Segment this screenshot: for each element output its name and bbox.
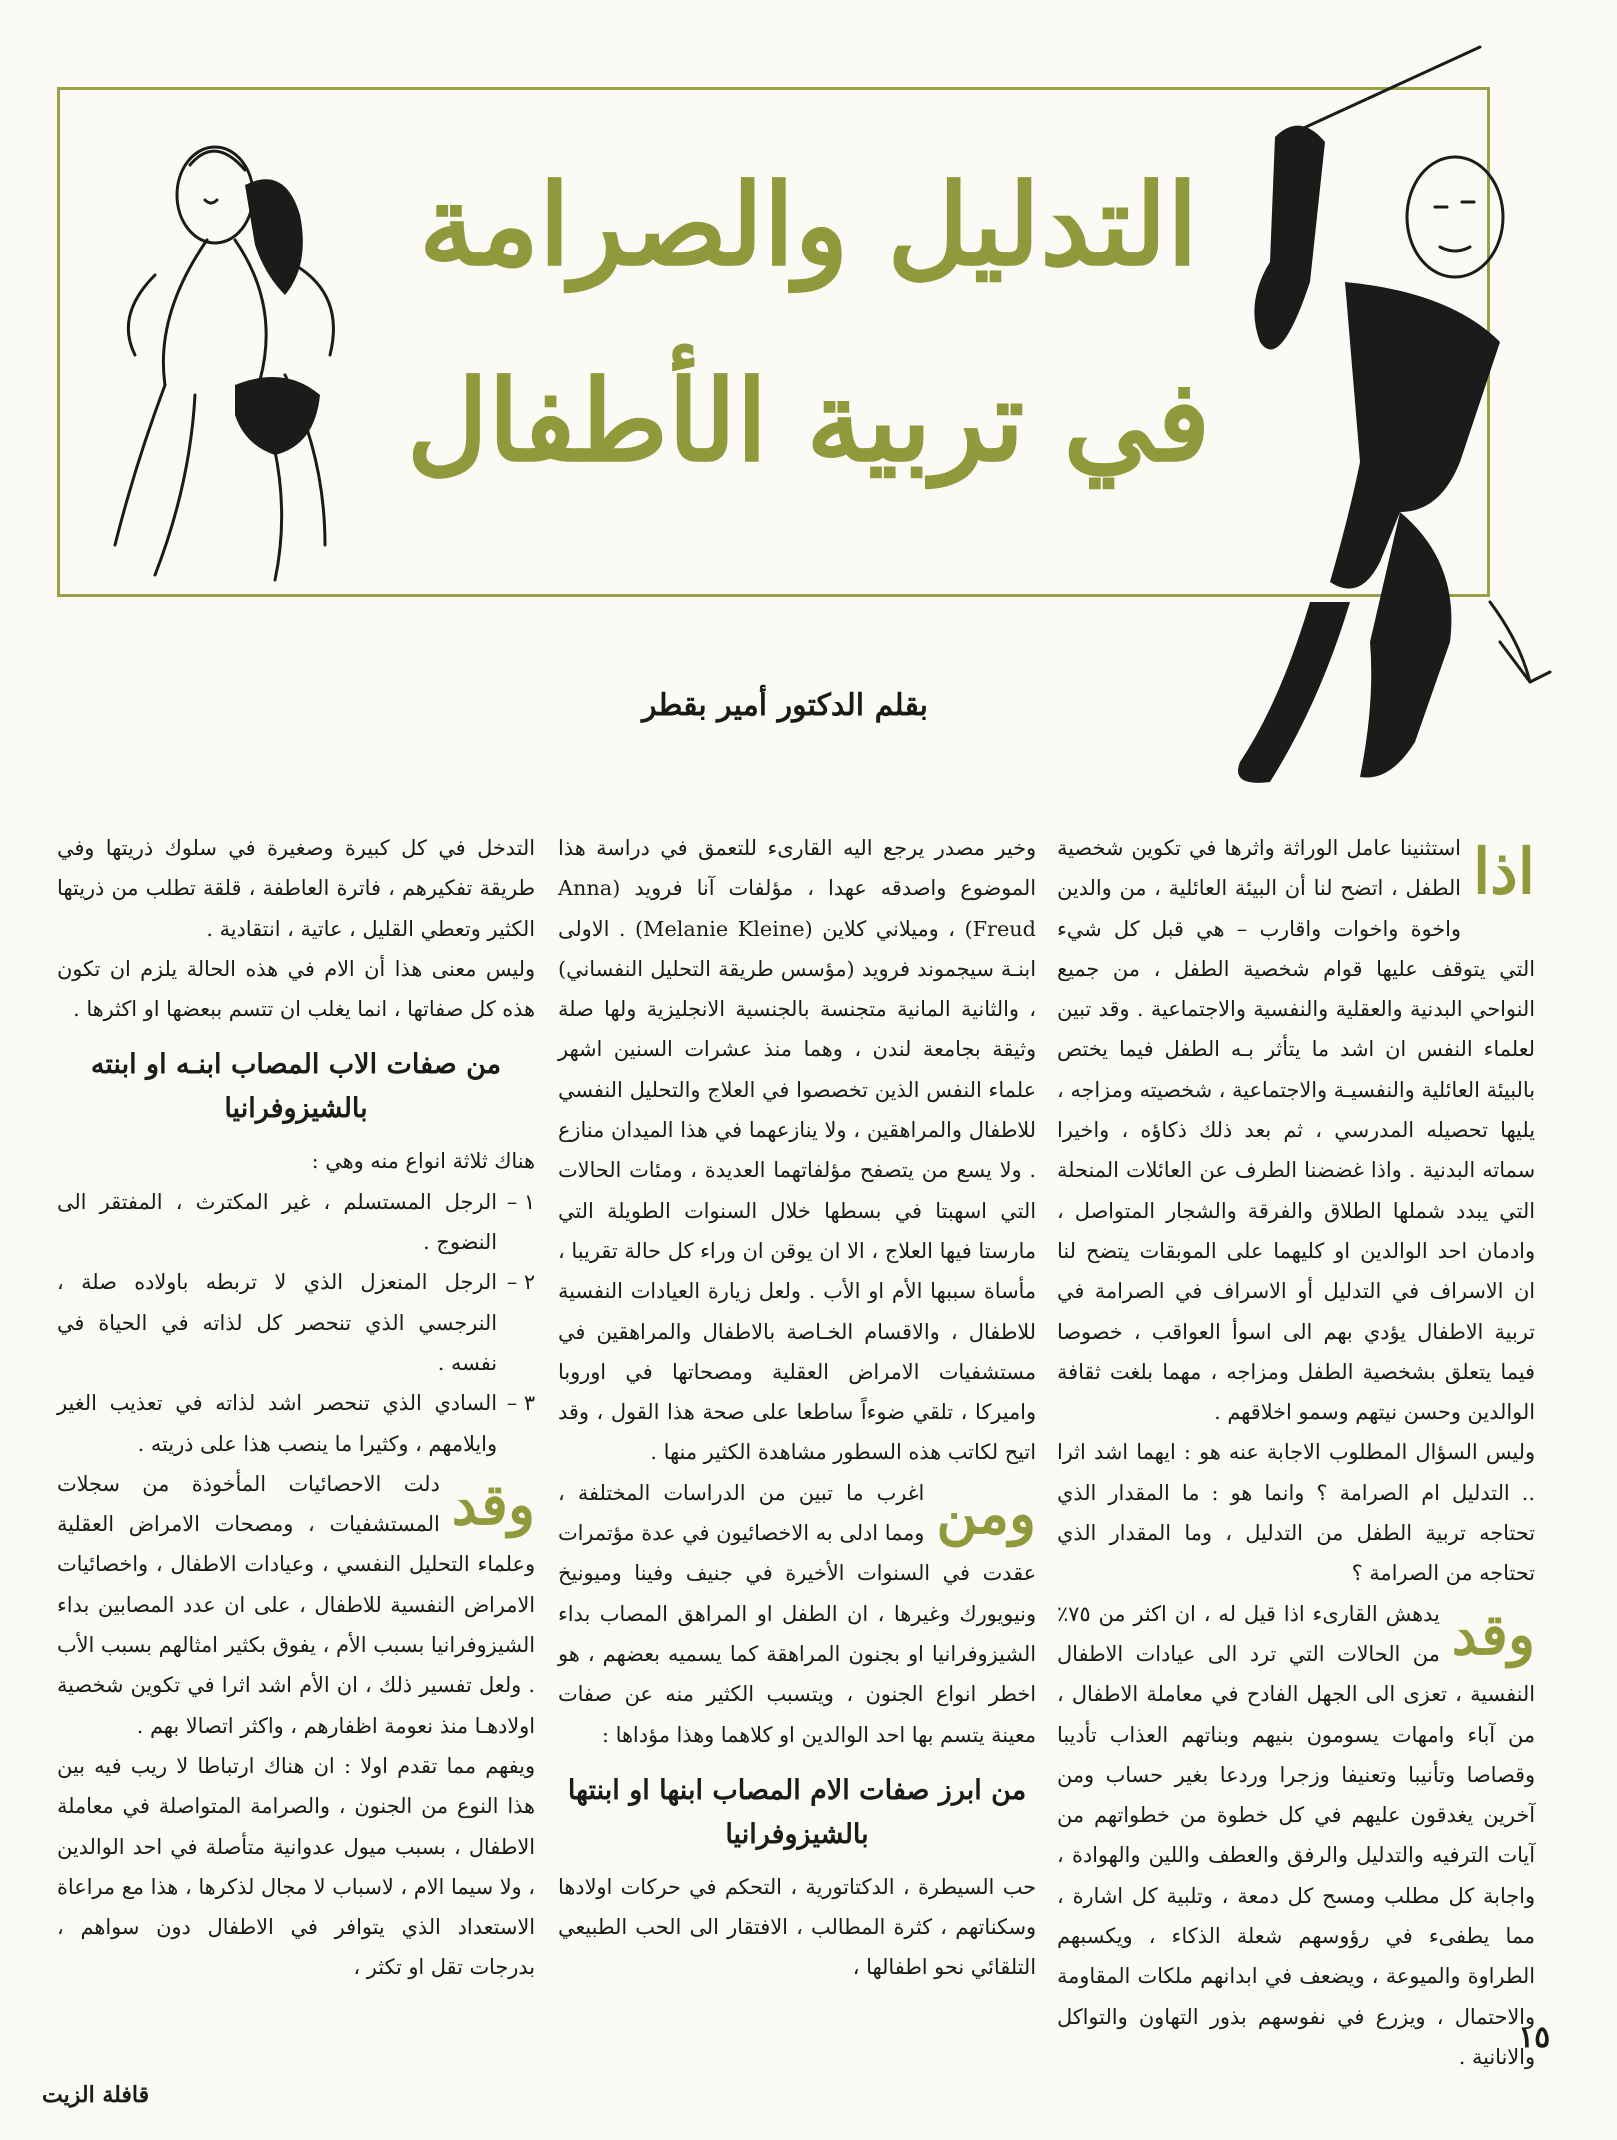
paragraph: وليس السؤال المطلوب الاجابة عنه هو : ايهما اشد اثرا .. التدليل ام الصرامة ؟ وانما هو : ما المقدار الذي تحتاجه تربية الطفل من التدليل ، وما المقدار الذي تحتاجه من الصرامة ؟ [1057, 1440, 1535, 1586]
list-item [57, 1383, 535, 1464]
list-item [57, 1262, 535, 1383]
paragraph: حب السيطرة ، الدكتاتورية ، التحكم في حركات اولادها وسكناتهم ، كثرة المطالب ، الافتقار الى الحب الطبيعي التلقائي نحو اطفالها ، [558, 1874, 1036, 1980]
paragraph-text: يدهش القارىء اذا قيل له ، ان اكثر من ٧٥٪ من الحالات التي ترد الى عيادات الاطفال النفسية ، تعزى الى الجهل الفادح في معاملة الاطفال ، من آباء وامهات يسومون بنيهم وبناتهم العذاب تأديبا وقصاصا وتأنيبا وتعنيفا وزجرا وردعا بغير حساب ومن آخرين يغدقون عليهم في كل خطوة من خطواتهم من آيات الترفيه والتدليل والرفق والعطف واللين والهوادة ، واجابة كل مطلب ومسح كل دمعة ، وتلبية كل اشارة ، مما يطفىء في رؤوسهم شعلة الذكاء ، ويكسبهم الطراوة والميوعة ، ويضعف في ابدانهم ملكات المقاومة والاحتمال ، ويزرع في نفوسهم بذور التهاون والتواكل والانانية . [1057, 1601, 1535, 2069]
paragraph-text: استثنينا عامل الوراثة واثرها في تكوين شخصية الطفل ، اتضح لنا أن البيئة العائلية ، من والدين واخوة واخوات واقارب – هي قبل كل شيء التي يتوقف عليها قوام شخصية الطفل ، من جميع النواحي البدنية والعقلية والنفسية والاجتماعية . وقد تبين لعلماء النفس ان اشد ما يتأثر بـه الطفل فيما يختص بالبيئة العائلية والنفسيـة والاجتماعية ، شخصيته ومزاجه ، يليها تحصيله المدرسي ، ثم بعد ذلك ذكاؤه ، واخيرا سماته البدنية . واذا غضضنا الطرف عن العائلات المنحلة التي يبدد شملها الطلاق والفرقة والشجار المتواصل ، وادمان احد الوالدين او كليهما على الموبقات يتضح لنا ان الاسراف في التدليل أو الاسراف في الصرامة في تربية الاطفال يؤدي بهم الى اسوأ العواقب ، خصوصا فيما يتعلق بشخصية الطفل ومزاجه ، مهما بلغت ثقافة الوالدين وحسن نيتهم وسمو اخلاقهم . [1057, 836, 1535, 1425]
column-left [57, 828, 535, 1988]
article-title-line-1: التدليل والصرامة [419, 160, 1198, 291]
paragraph: هناك ثلاثة انواع منه وهي : [311, 1149, 535, 1174]
drop-cap: اذا [1472, 835, 1535, 908]
paragraph [57, 1464, 535, 1746]
list-number: ٣ – [506, 1391, 535, 1416]
column-right [1057, 828, 1535, 2077]
magazine-name: قافلة الزيت [42, 2082, 150, 2108]
paragraph: ويفهم مما تقدم اولا : ان هناك ارتباطا لا ريب فيه بين هذا النوع من الجنون ، والصرامة المتواصلة في معاملة الاطفال ، بسبب ميول عدوانية متأصلة في احد الوالدين ، ولا سيما الام ، لاسباب لا مجال لذكرها ، هذا مع مراعاة الاستعداد الذي يتوافر في الاطفال دون سواهم ، بدرجات تقل او تكثر ، [57, 1753, 535, 1980]
column-middle [558, 828, 1036, 1988]
paragraph: وليس معنى هذا أن الام في هذه الحالة يلزم ان تكون هذه كل صفاتها ، انما يغلب ان تتسم ببعضها او اكثرها . [57, 956, 535, 1022]
drop-cap: ومن [936, 1480, 1036, 1547]
list-item [57, 1182, 535, 1263]
paragraph: وخير مصدر يرجع اليه القارىء للتعمق في دراسة هذا الموضوع واصدقه عهدا ، مؤلفات آنا فرويد (Anna Freud) ، وميلاني كلاين (Melanie Kleine) . الاولى ابنـة سيجموند فرويد (مؤسس طريقة التحليل النفساني) ، والثانية المانية متجنسة بالجنسية الانجليزية ولها صلة وثيقة بجامعة لندن ، وهما منذ عشرات السنين اشهر علماء النفس الذين تخصصوا في العلاج والتحليل النفسي للاطفال والمراهقين ، ولا ينازعهما في هذا الميدان منازع . ولا يسع من يتصفح مؤلفاتهما العديدة ، ومئات الحالات التي اسهبتا في بسطها خلال السنوات الطويلة التي مارستا فيها العلاج ، الا ان يوقن ان وراء كل حالة تقريبا ، مأساة سببها الأم او الأب . ولعل زيارة العيادات النفسية للاطفال ، والاقسام الخـاصة بالاطفال والمراهقين في مستشفيات الامراض العقلية ومصحاتها في اوروبا واميركا ، تلقي ضوءاً ساطعا على صحة هذا القول ، وقد اتيح لكاتب هذه السطور مشاهدة الكثير منها . [558, 836, 1036, 1465]
list-item-text: الرجل المنعزل الذي لا تربطه باولاده صلة ، النرجسي الذي تنحصر كل لذاته في الحياة في نفسه . [57, 1270, 497, 1375]
byline: بقلم الدكتور أمير بقطر [642, 688, 928, 723]
page-number: ١٥ [1518, 2020, 1551, 2055]
list-number: ٢ – [506, 1270, 535, 1295]
father-types-list [57, 1182, 535, 1464]
section-heading: من صفات الاب المصاب ابنـه او ابنته بالشيزوفرانيا [90, 1049, 502, 1125]
paragraph: التدخل في كل كبيرة وصغيرة في سلوك ذريتها وفي طريقة تفكيرهم ، فاترة العاطفة ، قلقة تطلب من ذريتها الكثير وتعطي القليل ، عاتية ، انتقادية . [57, 836, 535, 941]
section-heading: من ابرز صفات الام المصاب ابنها او ابنتها بالشيزوفرانيا [567, 1774, 1027, 1850]
article-title-line-2: في تربية الأطفال [406, 356, 1211, 487]
paragraph [1057, 1594, 1535, 2078]
paragraph-text: دلت الاحصائيات المأخوذة من سجلات المستشفيات ، ومصحات الامراض العقلية وعلماء التحليل النفسي ، وعيادات الاطفال ، واخصائيات الامراض النفسية للاطفال ، على ان عدد المصابين بداء الشيزوفرانيا بسبب الأم ، يفوق بكثير امثالهم بسبب الأب . ولعل تفسير ذلك ، ان الأم اشد اثرا في تكوين شخصية اولادهـا منذ نعومة اظفارهم ، واكثر اتصالا بهم . [57, 1471, 535, 1738]
list-item-text: الرجل المستسلم ، غير المكترث ، المفتقر الى النضوج . [57, 1189, 497, 1255]
paragraph [1057, 828, 1535, 1432]
drop-cap: وقد [1451, 1601, 1535, 1668]
list-item-text: السادي الذي تنحصر اشد لذاته في تعذيب الغير وايلامهم ، وكثيرا ما ينصب هذا على ذريته . [57, 1391, 497, 1456]
paragraph [558, 1473, 1036, 1755]
paragraph-text: اغرب ما تبين من الدراسات المختلفة ، ومما ادلى به الاخصائيون في عدة مؤتمرات عقدت في السنوات الأخيرة في جنيف وفينا وميونيخ ونيويورك وغيرها ، ان الطفل او المراهق المصاب بداء الشيزوفرانيا او بجنون المراهقة كما يسميه بعضهم ، هو اخطر انواع الجنون ، ويتسبب الكثير منه عن صفات معينة يتسم بها احد الوالدين او كلاهما وهذا مؤداها : [558, 1480, 1036, 1747]
drop-cap: وقد [451, 1471, 535, 1538]
list-number: ١ – [506, 1189, 535, 1214]
